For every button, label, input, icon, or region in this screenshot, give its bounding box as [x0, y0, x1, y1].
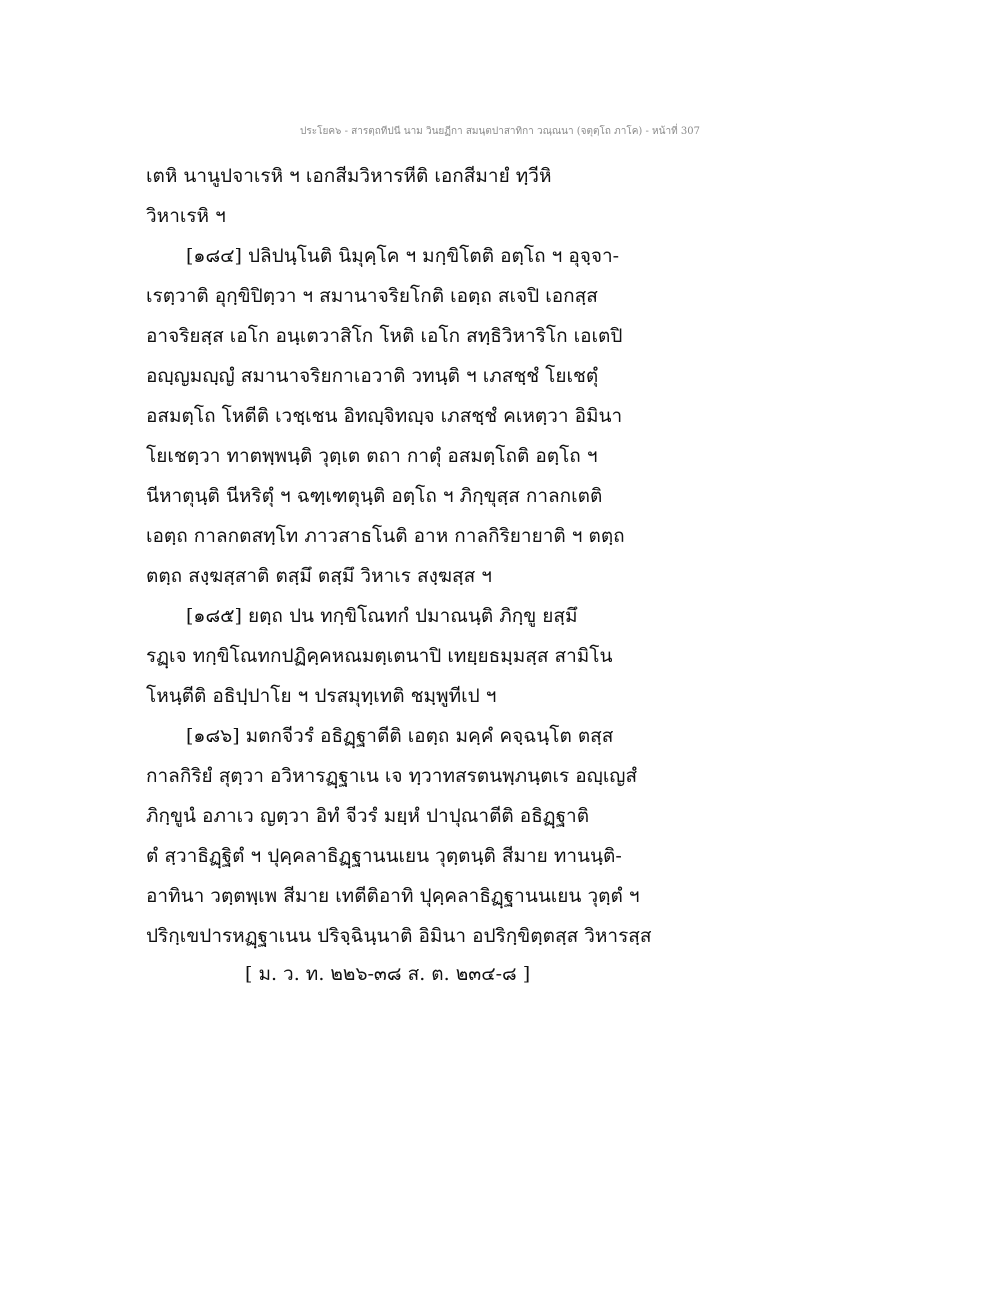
text-line: อสมตฺโถ โหตีติ เวชฺเชน อิทญฺจิทญฺจ เภสชฺชํ คเหตฺวา อิมินา	[146, 405, 623, 427]
text-line: โยเชตฺวา ทาตพฺพนฺติ วุตฺเต ตถา กาตุํ อสมตฺโถติ อตฺโถ ฯ	[146, 445, 598, 467]
text-line: ปริกฺเขปารหฏฺฐาเนน ปริจฺฉินฺนาติ อิมินา อปริกฺขิตฺตสฺส วิหารสฺส	[146, 925, 652, 947]
reference-note: [ ม. ว. ท. ๒๒๖-๓๘ ส. ต. ๒๓๔-๘ ]	[245, 963, 531, 985]
text-line: เตหิ นานูปจาเรหิ ฯ เอกสีมวิหารหีติ เอกสีมายํ ทฺวีหิ	[146, 165, 552, 187]
page-header: ประโยค๖ - สารตฺถทีปนี นาม วินยฏีกา สมนฺตปาสาทิกา วณฺณนา (จตุตฺโถ ภาโค) - หน้าที่ 307	[300, 126, 700, 137]
paragraph-start-186: [๑๘๖] มตกจีวรํ อธิฏฺฐาตีติ เอตฺถ มคฺคํ คจฺฉนฺโต ตสฺส	[186, 725, 614, 747]
text-line: วิหาเรหิ ฯ	[146, 205, 226, 227]
paragraph-start-184: [๑๘๔] ปลิปนฺโนติ นิมุคฺโค ฯ มกฺขิโตติ อตฺโถ ฯ อุจฺจา-	[186, 245, 620, 267]
text-line: รฏฺเจ ทกฺขิโณทกปฏิคฺคหณมตฺเตนาปิ เทยฺยธมฺมสฺส สามิโน	[146, 645, 613, 667]
text-line: อญฺญมญฺญํ สมานาจริยกาเอวาติ วทนฺติ ฯ เภสชฺชํ โยเชตุํ	[146, 365, 599, 387]
text-line: ภิกฺขูนํ อภาเว ญตฺวา อิทํ จีวรํ มยฺหํ ปาปุณาตีติ อธิฏฺฐาติ	[146, 805, 590, 827]
text-line: นีหาตุนฺติ นีหริตุํ ฯ ฉฑฺเฑตุนฺติ อตฺโถ ฯ ภิกฺขุสฺส กาลกเตติ	[146, 485, 603, 507]
text-line: กาลกิริยํ สุตฺวา อวิหารฏฺฐาเน เจ ทฺวาทสรตนพฺภนฺตเร อญฺเญสํ	[146, 765, 638, 787]
text-line: อาทินา วตฺตพฺเพ สีมาย เทตีติอาทิ ปุคฺคลาธิฏฺฐานนเยน วุตฺตํ ฯ	[146, 885, 640, 907]
text-line: ตํ สฺวาธิฏฺฐิตํ ฯ ปุคฺคลาธิฏฺฐานนเยน วุตฺตนฺติ สีมาย ทานนฺติ-	[146, 845, 622, 867]
text-line: เอตฺถ กาลกตสทฺโท ภาวสาธโนติ อาห กาลกิริยายาติ ฯ ตตฺถ	[146, 525, 625, 547]
text-line: โหนฺตีติ อธิปฺปาโย ฯ ปรสมุทฺเทติ ชมฺพูทีเป ฯ	[146, 685, 497, 707]
paragraph-start-185: [๑๘๕] ยตฺถ ปน ทกฺขิโณทกํ ปมาณนฺติ ภิกฺขู ยสฺมึ	[186, 605, 578, 627]
text-line: อาจริยสฺส เอโก อนฺเตวาสิโก โหติ เอโก สทฺธิวิหาริโก เอเตปิ	[146, 325, 623, 347]
text-line: เรตฺวาติ อุกฺขิปิตฺวา ฯ สมานาจริยโกติ เอตฺถ สเจปิ เอกสฺส	[146, 285, 598, 307]
text-line: ตตฺถ สงฺฆสฺสาติ ตสฺมึ ตสฺมึ วิหาเร สงฺฆสฺส ฯ	[146, 565, 492, 587]
